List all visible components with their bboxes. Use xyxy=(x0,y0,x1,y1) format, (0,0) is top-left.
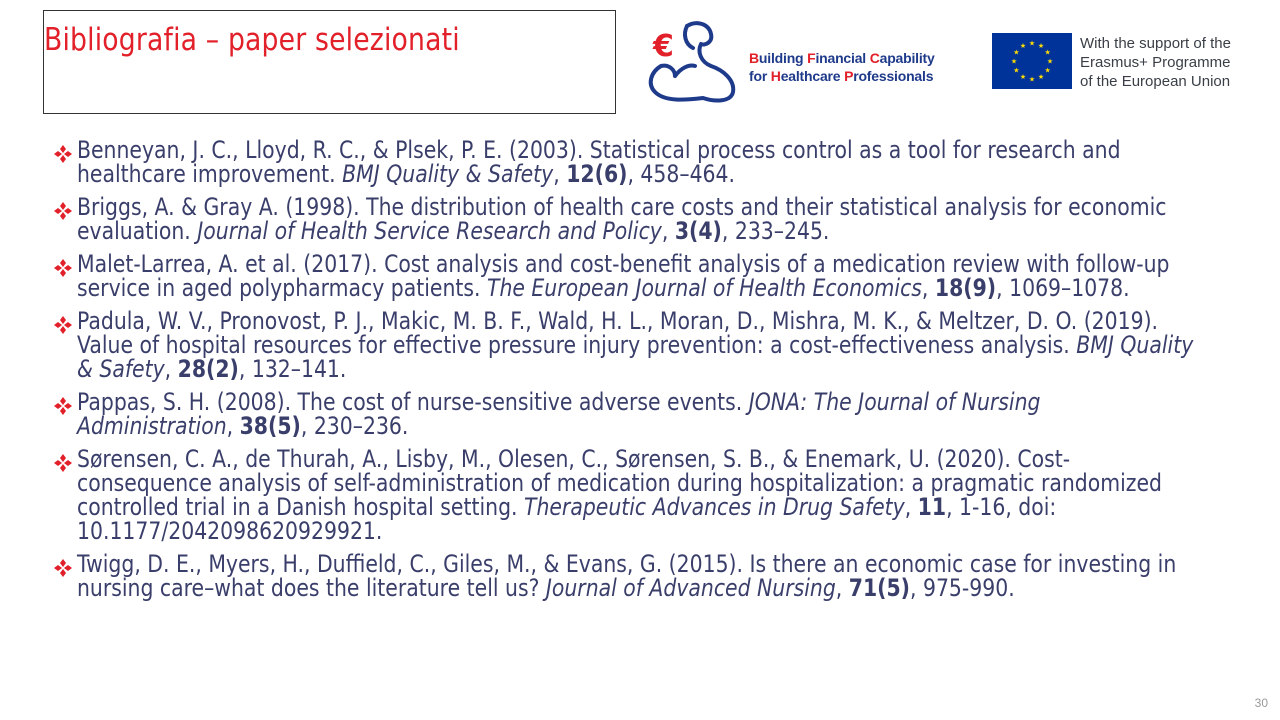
reference-item xyxy=(52,195,1222,243)
diamond-bullet-icon xyxy=(52,143,74,165)
eu-star-icon: ★ xyxy=(1044,67,1051,75)
reference-text: Malet-Larrea, A. et al. (2017). Cost analysis and cost-benefit analysis of a medication review with follow-up service in aged polypharmacy patients. xyxy=(77,250,1170,302)
reference-text: Sørensen, C. A., de Thurah, A., Lisby, M., Olesen, C., Sørensen, S. B., & Enemark, U. (2020). Cost-consequence analysis of self-administration of medication during hospitalization: a pragmatic randomized controlled trial in a Danish hospital setting. xyxy=(77,445,1162,521)
reference-item xyxy=(52,552,1222,600)
bfc-wordmark xyxy=(749,49,935,85)
reference-pages: , 458–464. xyxy=(627,160,736,188)
eu-support-text xyxy=(1080,34,1231,91)
eu-star-icon: ★ xyxy=(1028,40,1036,48)
reference-volume: 71(5) xyxy=(848,574,910,602)
eu-line1: With the support of the xyxy=(1080,35,1231,52)
eu-star-icon: ★ xyxy=(1037,42,1045,50)
reference-volume: 12(6) xyxy=(566,160,628,188)
diamond-bullet-icon xyxy=(52,314,74,336)
reference-pages: , 1069–1078. xyxy=(996,274,1130,302)
reference-journal: The European Journal of Health Economics xyxy=(486,274,922,302)
eu-star-icon: ★ xyxy=(1013,67,1020,75)
reference-pages: , 1-16, doi: 10.1177/2042098620929921. xyxy=(77,493,1057,545)
reference-item xyxy=(52,309,1222,381)
reference-item xyxy=(52,138,1222,186)
diamond-bullet-icon xyxy=(52,557,74,579)
reference-volume: 28(2) xyxy=(177,355,239,383)
reference-pages: , 233–245. xyxy=(721,217,830,245)
reference-separator: , xyxy=(661,217,675,245)
flexed-arm-icon xyxy=(645,18,745,108)
bfc-line2: for Healthcare Professionals xyxy=(749,68,934,84)
reference-text: Twigg, D. E., Myers, H., Duffield, C., Giles, M., & Evans, G. (2015). Is there an economic case for investing in nursing care–what does the literature tell us? xyxy=(77,550,1177,602)
reference-volume: 11 xyxy=(917,493,947,521)
title-box xyxy=(43,10,616,114)
euro-symbol: € xyxy=(653,29,674,64)
reference-separator: , xyxy=(164,355,178,383)
reference-pages: , 132–141. xyxy=(238,355,347,383)
reference-journal: BMJ Quality & Safety xyxy=(77,331,1194,383)
eu-line3: of the European Union xyxy=(1080,73,1231,90)
eu-star-icon: ★ xyxy=(1046,58,1054,66)
reference-journal: JONA: The Journal of Nursing Administration xyxy=(77,388,1041,440)
reference-separator: , xyxy=(226,412,240,440)
reference-separator: , xyxy=(553,160,567,188)
eu-star-icon: ★ xyxy=(1019,42,1027,50)
eu-star-icon: ★ xyxy=(1028,76,1036,84)
diamond-bullet-icon xyxy=(52,452,74,474)
bfc-line1: Building Financial Capability xyxy=(749,50,935,66)
reference-volume: 3(4) xyxy=(674,217,722,245)
page-number: 30 xyxy=(1254,696,1268,710)
reference-item xyxy=(52,390,1222,438)
reference-journal: Journal of Health Service Research and Policy xyxy=(197,217,662,245)
eu-star-icon: ★ xyxy=(1037,74,1045,82)
eu-star-icon: ★ xyxy=(1044,49,1051,57)
diamond-bullet-icon xyxy=(52,200,74,222)
eu-star-icon: ★ xyxy=(1010,58,1018,66)
eu-star-icon: ★ xyxy=(1019,74,1027,82)
diamond-bullet-icon xyxy=(52,395,74,417)
reference-text: Benneyan, J. C., Lloyd, R. C., & Plsek, P. E. (2003). Statistical process control as a tool for research and healthcare improvement. xyxy=(77,136,1121,188)
reference-item xyxy=(52,252,1222,300)
reference-item xyxy=(52,447,1222,543)
reference-journal: Therapeutic Advances in Drug Safety xyxy=(523,493,905,521)
reference-text: Pappas, S. H. (2008). The cost of nurse-sensitive adverse events. xyxy=(77,388,749,416)
eu-flag-icon xyxy=(992,33,1072,89)
reference-pages: , 975-990. xyxy=(910,574,1015,602)
reference-volume: 38(5) xyxy=(239,412,301,440)
reference-text: Padula, W. V., Pronovost, P. J., Makic, M. B. F., Wald, H. L., Moran, D., Mishra, M. K., & Meltzer, D. O. (2019). Value of hospital resources for effective pressure injury prevention: a cost-effectiveness analysis. xyxy=(77,307,1159,359)
reference-text: Briggs, A. & Gray A. (1998). The distribution of health care costs and their statistical analysis for economic evaluation. xyxy=(77,193,1167,245)
reference-separator: , xyxy=(921,274,935,302)
bfc-logo xyxy=(645,18,965,108)
reference-separator: , xyxy=(835,574,849,602)
reference-journal: Journal of Advanced Nursing xyxy=(545,574,836,602)
eu-star-icon: ★ xyxy=(1013,49,1020,57)
reference-separator: , xyxy=(904,493,918,521)
reference-journal: BMJ Quality & Safety xyxy=(342,160,554,188)
reference-volume: 18(9) xyxy=(934,274,997,302)
reference-pages: , 230–236. xyxy=(300,412,409,440)
eu-line2: Erasmus+ Programme xyxy=(1080,54,1231,71)
slide-title: Bibliografia – paper selezionati xyxy=(44,22,460,58)
diamond-bullet-icon xyxy=(52,257,74,279)
reference-list xyxy=(52,138,1222,609)
